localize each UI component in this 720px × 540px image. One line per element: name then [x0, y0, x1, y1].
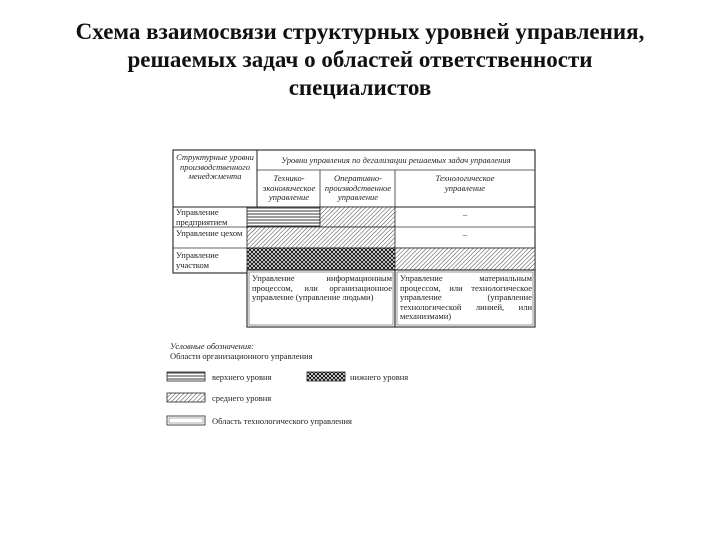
legend-swatch-upper [167, 372, 205, 381]
legend-label-upper: верхнего уровня [212, 372, 272, 382]
area-upper-level [247, 207, 320, 227]
legend-label-tech: Область технологического управления [212, 416, 352, 426]
row-label-shop: Управление цехом [176, 228, 243, 238]
area-lower-level [247, 248, 395, 273]
legend-subheading: Области организационного управления [170, 351, 313, 361]
corner-header: Структурные уровни производственного менеджмента [176, 152, 254, 181]
col-header-tech-econ: Технико-экономическое управление [262, 173, 316, 202]
area-section-tech [395, 248, 535, 273]
legend-label-lower: нижнего уровня [350, 372, 409, 382]
dash-enterprise: – [462, 209, 468, 219]
row-label-section: Управление участком [176, 250, 219, 270]
legend-heading: Условные обозначения: [170, 341, 254, 351]
area-middle-level [320, 207, 395, 227]
col-header-operational: Оперативно-производственное управление [324, 173, 392, 202]
legend-swatch-middle [167, 393, 205, 402]
slide-title: Схема взаимосвязи структурных уровней управления, решаемых задач о областей ответственности специалистов [75, 19, 645, 100]
row-label-enterprise: Управление предприятием [176, 207, 228, 227]
legend-label-middle: среднего уровня [212, 393, 272, 403]
col-header-technological: Технологическое управление [435, 173, 495, 193]
dash-shop: – [462, 229, 468, 239]
legend-swatch-lower [307, 372, 345, 381]
levels-header: Уровни управления по дегализации решаемых задач управления [281, 155, 511, 165]
material-process-text: Управление материальным процессом, или технологическое управление (управление технологической линией, или механизмами) [400, 273, 532, 321]
info-process-text: Управление информационным процессом, или организационное управление (управление людьми) [252, 273, 392, 302]
legend-swatch-tech [167, 416, 205, 425]
area-middle-level-shop [247, 227, 395, 248]
